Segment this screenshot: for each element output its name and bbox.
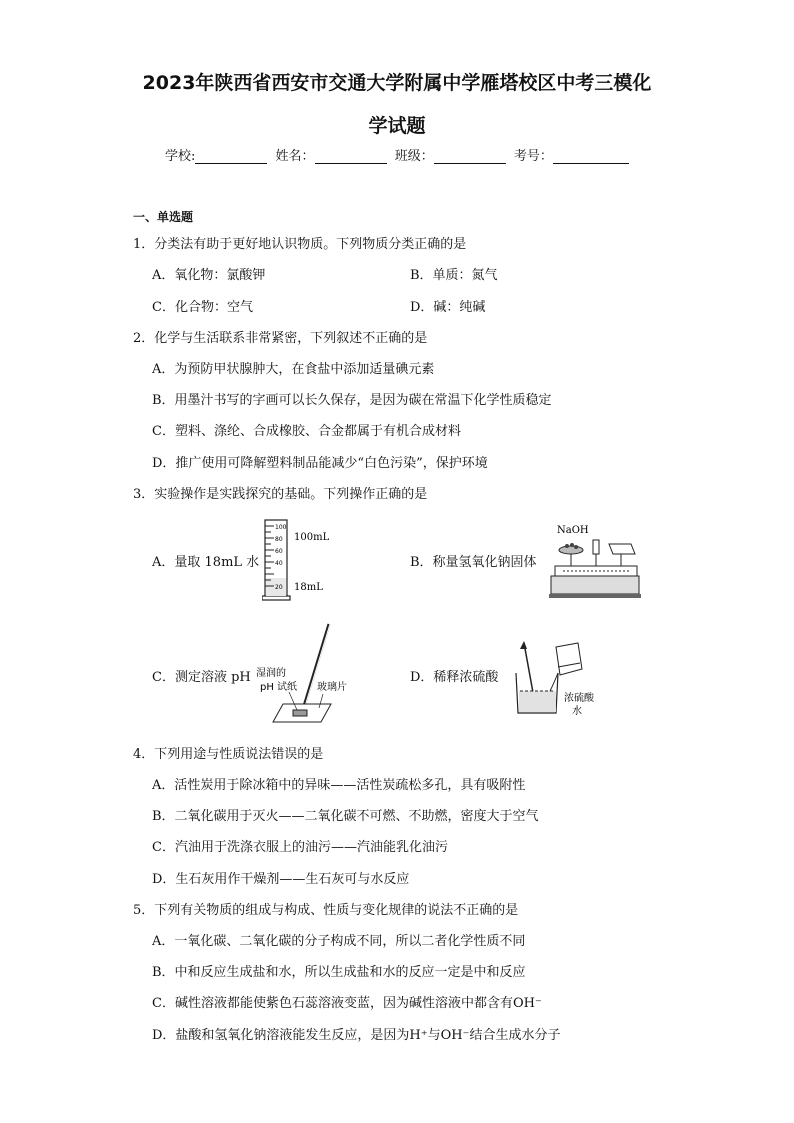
student-info-row bbox=[165, 145, 633, 164]
question-3-stem: 3．实验操作是实践探究的基础。下列操作正确的是 bbox=[133, 487, 428, 502]
acid-label: 浓硫酸 bbox=[564, 693, 594, 704]
cylinder-tick-60: 60 bbox=[275, 548, 283, 555]
question-4-option-a: A．活性炭用于除冰箱中的异味——活性炭疏松多孔，具有吸附性 bbox=[152, 778, 526, 793]
cylinder-tick-40: 40 bbox=[275, 560, 283, 567]
question-3-option-a: A．量取 18mL 水 bbox=[152, 555, 260, 570]
ph-label-wet: 湿润的 bbox=[256, 668, 286, 679]
question-3-option-b: B．称量氢氧化钠固体 bbox=[410, 555, 537, 570]
question-5-stem: 5．下列有关物质的组成与构成、性质与变化规律的说法不正确的是 bbox=[133, 903, 519, 918]
question-2-option-c: C．塑料、涤纶、合成橡胶、合金都属于有机合成材料 bbox=[152, 424, 461, 439]
water-label: 水 bbox=[572, 706, 582, 717]
cylinder-tick-80: 80 bbox=[275, 536, 283, 543]
question-2-option-b: B．用墨汁书写的字画可以长久保存，是因为碳在常温下化学性质稳定 bbox=[152, 393, 552, 408]
ph-test-figure bbox=[253, 620, 373, 724]
question-5-option-b: B．中和反应生成盐和水，所以生成盐和水的反应一定是中和反应 bbox=[152, 965, 526, 980]
question-2-stem: 2．化学与生活联系非常紧密，下列叙述不正确的是 bbox=[133, 331, 428, 346]
cylinder-label-bottom: 18mL bbox=[294, 582, 323, 593]
question-4-option-b: B．二氧化碳用于灭火——二氧化碳不可燃、不助燃，密度大于空气 bbox=[152, 809, 539, 824]
balance-figure bbox=[549, 522, 641, 602]
class-field[interactable] bbox=[434, 149, 506, 164]
ph-label-paper: pH 试纸 bbox=[260, 682, 298, 693]
question-2-option-a: A．为预防甲状腺肿大，在食盐中添加适量碘元素 bbox=[152, 362, 435, 377]
question-1-stem: 1．分类法有助于更好地认识物质。下列物质分类正确的是 bbox=[133, 237, 467, 252]
name-label: 姓名： bbox=[275, 149, 315, 164]
question-3-option-d: D．稀释浓硫酸 bbox=[410, 670, 499, 685]
graduated-cylinder-figure bbox=[262, 516, 334, 602]
exam-title-line2: 学试题 bbox=[368, 115, 426, 137]
question-1-option-d: D．碱：纯碱 bbox=[410, 300, 486, 315]
cylinder-label-top: 100mL bbox=[294, 532, 330, 543]
school-label: 学校: bbox=[165, 149, 196, 164]
dilution-figure bbox=[510, 639, 606, 719]
ph-label-glass: 玻璃片 bbox=[317, 682, 347, 693]
number-field[interactable] bbox=[553, 149, 629, 164]
question-1-option-b: B．单质：氮气 bbox=[410, 268, 498, 283]
question-1-option-c: C．化合物：空气 bbox=[152, 300, 253, 315]
cylinder-tick-100: 100 bbox=[275, 524, 287, 531]
name-field[interactable] bbox=[315, 149, 387, 164]
cylinder-tick-20: 20 bbox=[275, 584, 283, 591]
naoh-label: NaOH bbox=[557, 525, 589, 536]
school-field[interactable] bbox=[195, 149, 267, 164]
class-label: 班级： bbox=[394, 149, 434, 164]
question-5-option-c: C．碱性溶液都能使紫色石蕊溶液变蓝，因为碱性溶液中都含有OH⁻ bbox=[152, 996, 542, 1011]
question-2-option-d: D．推广使用可降解塑料制品能减少“白色污染”，保护环境 bbox=[152, 456, 488, 471]
question-1-option-a: A．氧化物：氯酸钾 bbox=[152, 268, 266, 283]
question-4-stem: 4．下列用途与性质说法错误的是 bbox=[133, 747, 324, 762]
question-4-option-d: D．生石灰用作干燥剂——生石灰可与水反应 bbox=[152, 872, 410, 887]
question-5-option-a: A．一氧化碳、二氧化碳的分子构成不同，所以二者化学性质不同 bbox=[152, 934, 526, 949]
question-3-option-c: C．测定溶液 pH bbox=[152, 670, 251, 685]
question-5-option-d: D．盐酸和氢氧化钠溶液能发生反应，是因为H⁺与OH⁻结合生成水分子 bbox=[152, 1028, 561, 1043]
question-4-option-c: C．汽油用于洗涤衣服上的油污——汽油能乳化油污 bbox=[152, 840, 448, 855]
section-title: 一、单选题 bbox=[133, 210, 194, 224]
exam-title-line1: 2023年陕西省西安市交通大学附属中学雁塔校区中考三模化 bbox=[142, 72, 652, 94]
number-label: 考号： bbox=[513, 149, 553, 164]
